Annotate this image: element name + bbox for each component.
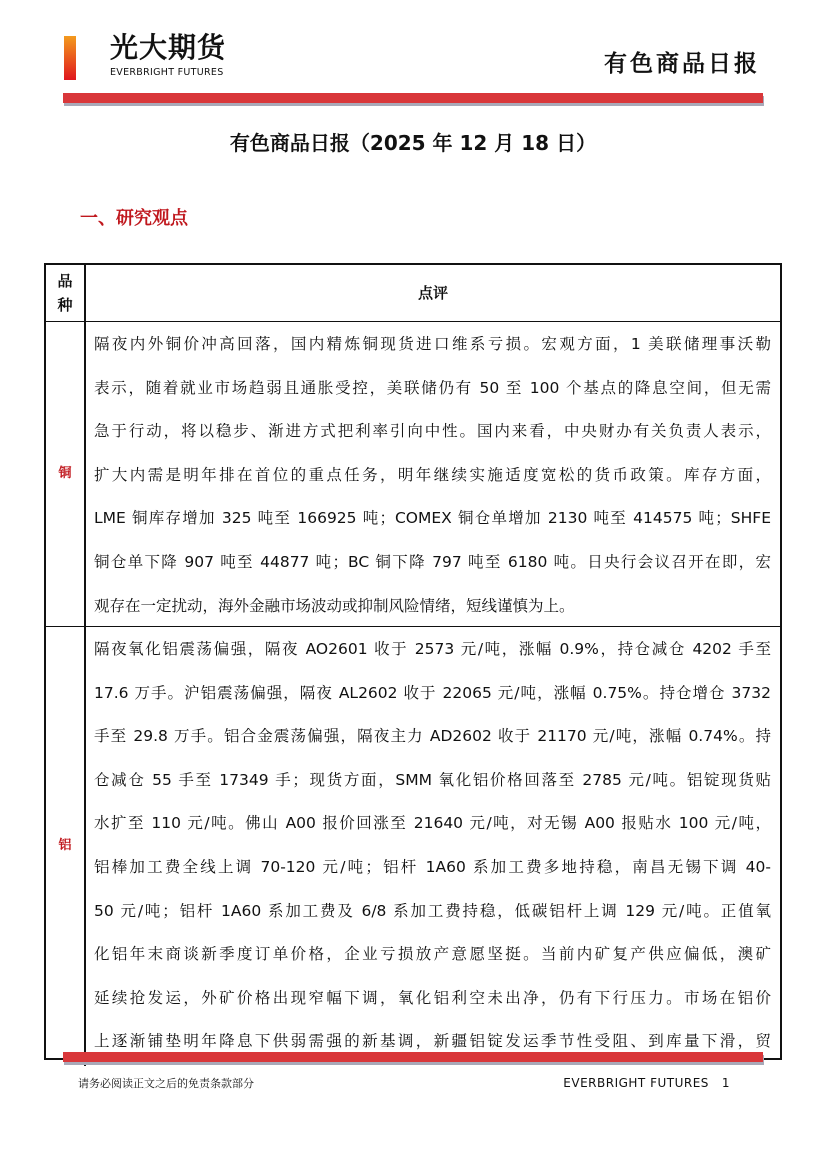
page-number: 1 (721, 1076, 730, 1090)
text-line: 表示，随着就业市场趋弱且通胀受控，美联储仍有 50 至 100 个基点的降息空间，但无需 (94, 378, 771, 397)
brand-name-cn: 光大期货 (110, 31, 227, 64)
text-line: 隔夜氧化铝震荡偏强，隔夜 AO2601 收于 2573 元/吨，涨幅 0.9%，持仓减仓 4202 手至 (94, 640, 771, 658)
text-line: 铝棒加工费全线上调 70-120 元/吨；铝杆 1A60 系加工费多地持稳，南昌无锡下调 40- (94, 857, 771, 876)
footer-disclaimer: 请务必阅读正文之后的免责条款部分 (78, 1077, 254, 1090)
header-divider (63, 93, 763, 103)
text-line: 延续抢发运，外矿价格出现窄幅下调，氧化铝利空未出净，仍有下行压力。市场在铝价 (94, 988, 771, 1007)
comment-text (94, 634, 771, 1070)
kind-label: 铜 (58, 465, 72, 481)
text-line: 手至 29.8 万手。铝合金震荡偏强，隔夜主力 AD2602 收于 21170 元/吨，涨幅 0.74%。持 (94, 727, 771, 746)
footer-brand (563, 1076, 730, 1091)
text-line: 化铝年末商谈新季度订单价格，企业亏损放产意愿坚挺。当前内矿复产供应偏低，澳矿 (94, 945, 771, 964)
header-comment: 点评 (417, 284, 448, 302)
text-line: 观存在一定扰动，海外金融市场波动或抑制风险情绪，短线谨慎为上。 (94, 596, 575, 615)
document-title: 有色商品日报（2025 年 12 月 18 日） (229, 131, 597, 155)
text-line: 17.6 万手。沪铝震荡偏强，隔夜 AL2602 收于 22065 元/吨，涨幅 0.75%。持仓增仓 3732 (94, 683, 771, 702)
table-row-aluminum (46, 626, 780, 1066)
everbright-logo-icon (64, 36, 98, 80)
text-line: LME 铜库存增加 325 吨至 166925 吨；COMEX 铜仓单增加 2130 吨至 414575 吨；SHFE (94, 509, 771, 528)
text-line: 50 元/吨；铝杆 1A60 系加工费及 6/8 系加工费持稳，低碳铝杆上调 129 元/吨。正值氧 (94, 901, 771, 920)
text-line: 隔夜内外铜价冲高回落，国内精炼铜现货进口维系亏损。宏观方面，1 美联储理事沃勒 (94, 335, 771, 353)
text-line: 急于行动，将以稳步、渐进方式把利率引向中性。国内来看，中央财办有关负责人表示， (94, 422, 771, 441)
text-line: 仓减仓 55 手至 17349 手；现货方面，SMM 氧化铝价格回落至 2785 元/吨。铝锭现货贴 (94, 770, 771, 789)
text-line: 铜仓单下降 907 吨至 44877 吨；BC 铜下降 797 吨至 6180 吨。日央行会议召开在即，宏 (94, 552, 771, 571)
brand-name-en: EVERBRIGHT FUTURES (110, 67, 224, 78)
text-line: 水扩至 110 元/吨。佛山 A00 报价回涨至 21640 元/吨，对无锡 A00 报贴水 100 元/吨， (94, 814, 771, 833)
kind-label: 铝 (58, 838, 72, 853)
header-report-name: 有色商品日报 (604, 51, 760, 77)
footer-divider (63, 1052, 763, 1062)
section-heading: 一、研究观点 (80, 208, 188, 229)
table-row-copper (46, 321, 780, 627)
header-kind: 品种 (57, 272, 73, 314)
comment-text (94, 329, 771, 634)
table-header-row (46, 265, 780, 322)
footer-brand-text: EVERBRIGHT FUTURES (563, 1076, 709, 1090)
commentary-table (44, 263, 782, 1060)
text-line: 上逐渐铺垫明年降息下供弱需强的新基调，新疆铝锭发运季节性受阻、到库量下滑，贸 (94, 1032, 771, 1051)
text-line: 扩大内需是明年排在首位的重点任务，明年继续实施适度宽松的货币政策。库存方面， (94, 465, 771, 484)
